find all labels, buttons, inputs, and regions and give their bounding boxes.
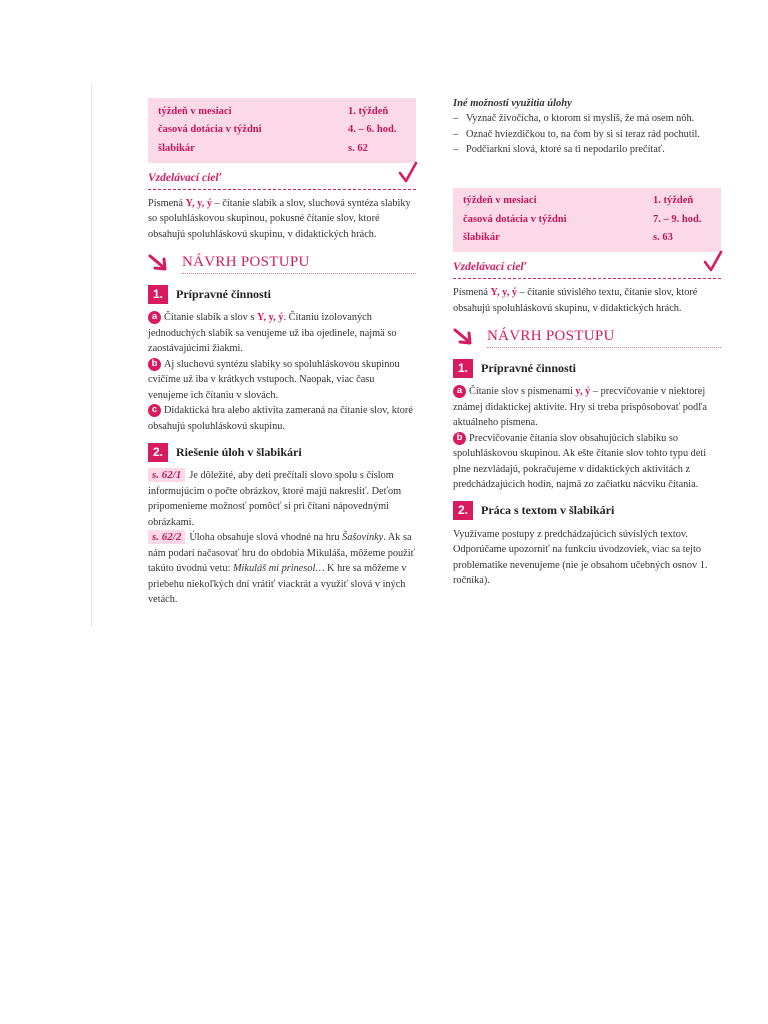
task-1: [148, 468, 416, 530]
step-a-post: – precvičovanie v niektorej známej didaktickej aktivite. Hry si treba prispôsobovať podľa aktuálneho písmena.: [453, 386, 707, 428]
left-column: [148, 98, 416, 608]
goal-post: – čítanie slabík a slov, sluchová syntéza slabiky so spoluhláskovou skupinou, pokusné čítanie slov, ktoré obsahujú spoluhláskovú skupinu, v didaktických hrách.: [148, 197, 411, 240]
task-2-quote: Mikuláš mi prinesol…: [232, 563, 325, 574]
info-value: s. 63: [653, 232, 673, 244]
step-c-text: Didaktická hra alebo aktivita zameraná na čítanie slov, ktoré obsahujú spoluhláskovú skupinu.: [148, 405, 413, 432]
info-row: [463, 229, 711, 248]
right-column: [453, 98, 721, 589]
info-row: [463, 192, 711, 211]
step-b: [148, 357, 416, 404]
task-2-pre: Úloha obsahuje slová vhodné na hru: [189, 532, 343, 543]
page-ref: s. 62/1: [148, 468, 185, 482]
step-c: [148, 403, 416, 434]
goal-heading: [148, 169, 416, 190]
task-2-post: K hre sa môžeme v priebehu niekoľkých dní vrátiť viackrát a využiť slová v iných vetách.: [148, 563, 407, 605]
section-heading: [148, 442, 416, 462]
step-a: [453, 384, 721, 431]
section-number: 1.: [453, 359, 473, 378]
task-2: [148, 530, 416, 608]
info-box: [453, 188, 721, 253]
step-a-letters: y, ý: [575, 386, 591, 397]
step-marker: b: [453, 432, 466, 445]
procedure-heading: [148, 250, 416, 276]
goal-text: [148, 196, 416, 243]
other-uses-title: Iné možnosti využitia úlohy: [453, 98, 572, 109]
goal-pre: Písmená: [453, 287, 491, 298]
goal-title: Vzdelávací cieľ: [148, 171, 222, 184]
info-row: [158, 102, 406, 121]
section-number: 2.: [148, 443, 168, 462]
procedure-title: NÁVRH POSTUPU: [487, 328, 615, 344]
section-title: Práca s textom v šlabikári: [481, 503, 615, 517]
step-a-letters: Y, y, ý: [256, 312, 284, 323]
step-marker: a: [453, 385, 466, 398]
other-uses: [453, 98, 721, 158]
list-item: – Vyznač živočícha, o ktorom si myslíš, že má osem nôh.: [453, 111, 721, 127]
goal-heading: [453, 258, 721, 279]
info-value: 1. týždeň: [653, 195, 694, 207]
info-key: časová dotácia v týždni: [158, 124, 262, 136]
procedure-heading: [453, 324, 721, 350]
step-marker: b: [148, 358, 161, 371]
info-key: týždeň v mesiaci: [463, 195, 537, 207]
info-value: 7. – 9. hod.: [653, 213, 702, 225]
info-value: 1. týždeň: [348, 105, 389, 117]
step-b-text: Aj sluchovú syntézu slabiky so spoluhláskovou skupinou cvičíme už iba v krátkych vstupoch. Naopak, viac času venujeme ich čítaniu v slovách.: [148, 358, 400, 401]
section-title: Prípravné činnosti: [176, 286, 271, 301]
step-b: [453, 431, 721, 493]
step-a: [148, 310, 416, 357]
arrow-icon: [148, 252, 172, 274]
goal-pre: Písmená: [148, 197, 186, 209]
text-work-paragraph: Využívame postupy z predchádzajúcich súvislých textov. Odporúčame upozorniť na funkciu úvodzoviek, viac sa tejto problematike nevenujeme (nie je obsahom učebných osnov 1. ročníka).: [453, 528, 708, 586]
list-item: – Označ hviezdičkou to, na čom by si si teraz rád pochutil.: [453, 127, 721, 143]
info-key: šlabikár: [463, 232, 500, 244]
task-2-mid: . Ak sa nám podarí načasovať hru do obdobia Mikuláša, môžeme použiť takúto úvodnú vetu:: [148, 532, 416, 574]
step-marker: a: [148, 311, 161, 324]
goal-title: Vzdelávací cieľ: [453, 261, 527, 273]
check-icon: [398, 161, 418, 185]
info-row: [158, 121, 406, 140]
section-heading: [453, 501, 721, 521]
section-heading: [148, 284, 416, 304]
step-a-pre: Čítanie slabík a slov s: [164, 312, 257, 323]
procedure-title: NÁVRH POSTUPU: [182, 254, 310, 270]
section-title: Riešenie úloh v šlabikári: [176, 444, 302, 459]
info-box: [148, 98, 416, 163]
goal-letters: Y, y, ý: [185, 197, 212, 209]
info-value: 4. – 6. hod.: [348, 124, 397, 136]
step-marker: c: [148, 404, 161, 417]
goal-text: [453, 285, 721, 316]
info-key: šlabikár: [158, 142, 195, 154]
arrow-icon: [453, 326, 477, 348]
goal-post: – čítanie súvislého textu, čítanie slov, ktoré obsahujú spoluhláskovú skupinu, v didaktických hrách.: [453, 287, 698, 314]
goal-letters: Y, y, ý: [490, 287, 517, 298]
dotted-divider: [487, 347, 721, 348]
section-title: Prípravné činnosti: [481, 360, 576, 375]
section-number: 1.: [148, 285, 168, 304]
step-a-post: . Čítaniu izolovaných jednoduchých slabík sa venujeme už iba ojedinele, najmä so zaostávajúcimi žiakmi.: [148, 312, 397, 354]
info-key: časová dotácia v týždni: [463, 213, 567, 225]
task-1-text: Je dôležité, aby deti prečítali slovo spolu s číslom informujúcim o počte obrázkov, ktoré majú nakresliť. Deťom pripomenieme možnosť pomôcť si pri čítaní nápovednými obrázkami.: [148, 470, 402, 528]
section-heading: [453, 358, 721, 378]
info-row: [158, 139, 406, 158]
page-ref: s. 62/2: [148, 530, 185, 544]
info-key: týždeň v mesiaci: [158, 105, 232, 117]
step-b-text: Precvičovanie čítania slov obsahujúcich slabiku so spoluhláskovou skupinou. Ak ešte čítanie slov tohto typu deti plne nezvládajú, pokračujeme v didaktických aktivitách z predchádzajúcich hodín, najmä zo začiatku nácviku čítania.: [453, 432, 707, 490]
step-a-pre: Čítanie slov s písmenami: [469, 386, 576, 397]
page-margin-line: [91, 84, 92, 627]
check-icon: [703, 250, 723, 274]
info-value: s. 62: [348, 142, 368, 154]
info-row: [463, 210, 711, 229]
section-number: 2.: [453, 501, 473, 520]
dotted-divider: [182, 273, 416, 274]
list-item: – Podčiarkni slová, ktoré sa ti nepodarilo prečítať.: [453, 142, 721, 158]
task-2-game: Šašovinky: [342, 532, 384, 543]
